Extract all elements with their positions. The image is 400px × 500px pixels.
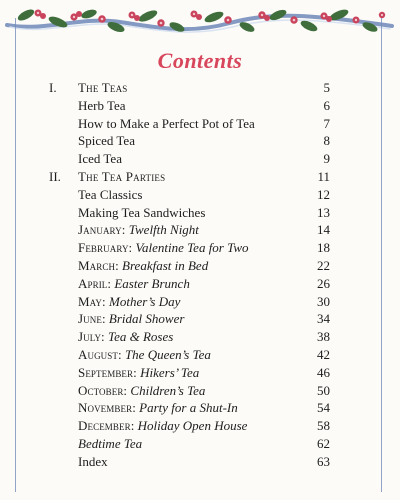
month-label: May:: [78, 293, 106, 309]
month-label: April:: [78, 275, 112, 291]
toc-entry: Making Tea Sandwiches: [78, 204, 206, 220]
toc-entry: Herb Tea: [78, 97, 126, 113]
toc-row: [0, 293, 400, 311]
month-label: January:: [78, 222, 126, 238]
month-label: July:: [78, 329, 105, 345]
toc-entry: [78, 221, 320, 239]
toc-entry: [78, 328, 320, 346]
month-label: June:: [78, 311, 106, 327]
month-label: August:: [78, 346, 122, 362]
toc-entry: [78, 364, 320, 382]
page-number: 26: [317, 275, 330, 291]
month-label: October:: [78, 382, 128, 398]
month-label: December:: [78, 418, 135, 434]
entry-title: Tea & Roses: [108, 329, 174, 345]
page-number: 58: [317, 418, 330, 434]
entry-title: Holiday Open House: [137, 418, 248, 434]
toc-entry: [78, 399, 320, 417]
toc-row: [0, 346, 400, 364]
toc-row: [0, 168, 400, 186]
page-number: 6: [323, 97, 330, 113]
page-number: 62: [317, 435, 330, 451]
toc-entry: [78, 382, 320, 400]
section-title: The Teas: [78, 80, 128, 95]
toc-row: [0, 79, 400, 97]
entry-title: Party for a Shut-In: [139, 400, 238, 416]
section-numeral: I.: [49, 80, 57, 95]
toc-row: [0, 417, 400, 435]
entry-title: The Queen’s Tea: [124, 346, 211, 362]
toc-row: [0, 435, 400, 453]
page-number: 14: [317, 222, 330, 238]
entry-title: Breakfast in Bed: [122, 257, 209, 273]
page-number: 34: [317, 311, 330, 327]
table-of-contents: [0, 79, 400, 471]
month-label: February:: [78, 240, 133, 256]
page-number: 18: [317, 240, 330, 256]
toc-entry: [78, 310, 320, 328]
toc-row: [0, 97, 400, 115]
page-number: 38: [317, 329, 330, 345]
toc-row: [0, 186, 400, 204]
toc-row: [0, 328, 400, 346]
toc-entry: [78, 275, 320, 293]
page-number: 11: [317, 168, 330, 184]
toc-row: [0, 150, 400, 168]
page-number: 30: [317, 293, 330, 309]
floral-border-icon: [0, 0, 400, 44]
page-number: 9: [323, 151, 330, 167]
toc-entry: [78, 257, 320, 275]
toc-entry: Spiced Tea: [78, 133, 135, 149]
toc-entry: [78, 239, 320, 257]
toc-row: [0, 132, 400, 150]
entry-title: Valentine Tea for Two: [135, 240, 249, 256]
page-number: 12: [317, 186, 330, 202]
toc-entry: [78, 435, 320, 453]
toc-row: [0, 115, 400, 133]
page-number: 8: [323, 133, 330, 149]
entry-title: Bedtime Tea: [78, 435, 143, 451]
page-number: 13: [317, 204, 330, 220]
entry-title: Children’s Tea: [130, 382, 206, 398]
toc-entry: [78, 346, 320, 364]
toc-row: [0, 364, 400, 382]
toc-entry: Index: [78, 453, 108, 469]
entry-title: Mother’s Day: [109, 293, 181, 309]
entry-title: Easter Brunch: [114, 275, 190, 291]
page-number: 46: [317, 364, 330, 380]
page-number: 50: [317, 382, 330, 398]
contents-title: Contents: [157, 48, 243, 73]
toc-row: [0, 204, 400, 222]
toc-row: [0, 382, 400, 400]
month-label: September:: [78, 364, 137, 380]
toc-row: [0, 453, 400, 471]
entry-title: Hikers’ Tea: [140, 364, 200, 380]
page-number: 22: [317, 257, 330, 273]
toc-entry: How to Make a Perfect Pot of Tea: [78, 115, 255, 131]
page-number: 63: [317, 453, 330, 469]
page-number: 5: [323, 80, 330, 95]
toc-row: [0, 275, 400, 293]
entry-title: Bridal Shower: [108, 311, 185, 327]
toc-row: [0, 399, 400, 417]
section-title: The Tea Parties: [78, 168, 166, 184]
toc-row: [0, 257, 400, 275]
page-number: 54: [317, 400, 330, 416]
page-number: 7: [323, 115, 330, 131]
month-label: March:: [78, 257, 119, 273]
section-numeral: II.: [49, 168, 61, 184]
month-label: November:: [78, 400, 136, 416]
entry-title: Twelfth Night: [128, 222, 199, 238]
toc-entry: Iced Tea: [78, 151, 122, 167]
toc-row: [0, 239, 400, 257]
toc-row: [0, 221, 400, 239]
toc-entry: [78, 417, 320, 435]
toc-row: [0, 310, 400, 328]
page-number: 42: [317, 346, 330, 362]
toc-entry: Tea Classics: [78, 186, 143, 202]
toc-entry: [78, 293, 320, 311]
